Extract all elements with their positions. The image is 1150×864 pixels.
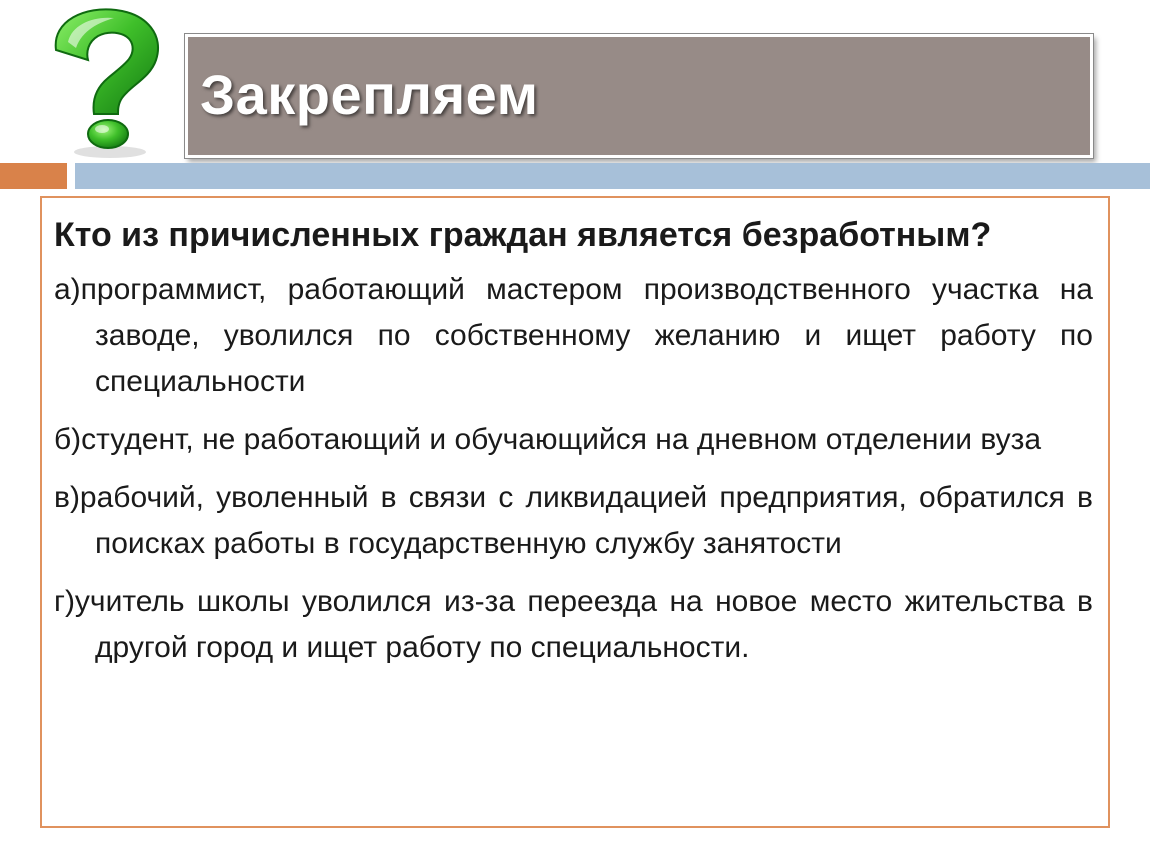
page-title: Закрепляем (200, 63, 539, 126)
title-banner (185, 34, 1093, 158)
answer-option-a: а)программист, работающий мастером производственного участка на заводе, уволился по собственному желанию и ищет работу по специальности (54, 273, 1093, 398)
answer-option-b: б)студент, не работающий и обучающийся на дневном отделении вуза (54, 423, 1042, 456)
answer-option-d: г)учитель школы уволился из-за переезда на новое место жительства в другой город и ищет работу по специальности. (54, 585, 1093, 664)
question-mark-icon (38, 2, 178, 160)
accent-bar-blue (75, 163, 1150, 189)
question-text: Кто из причисленных граждан является безработным? (54, 216, 992, 254)
question-content-box (40, 196, 1110, 828)
answer-option-c: в)рабочий, уволенный в связи с ликвидацией предприятия, обратился в поисках работы в государственную службу занятости (54, 481, 1093, 560)
accent-bar-orange (0, 163, 67, 189)
